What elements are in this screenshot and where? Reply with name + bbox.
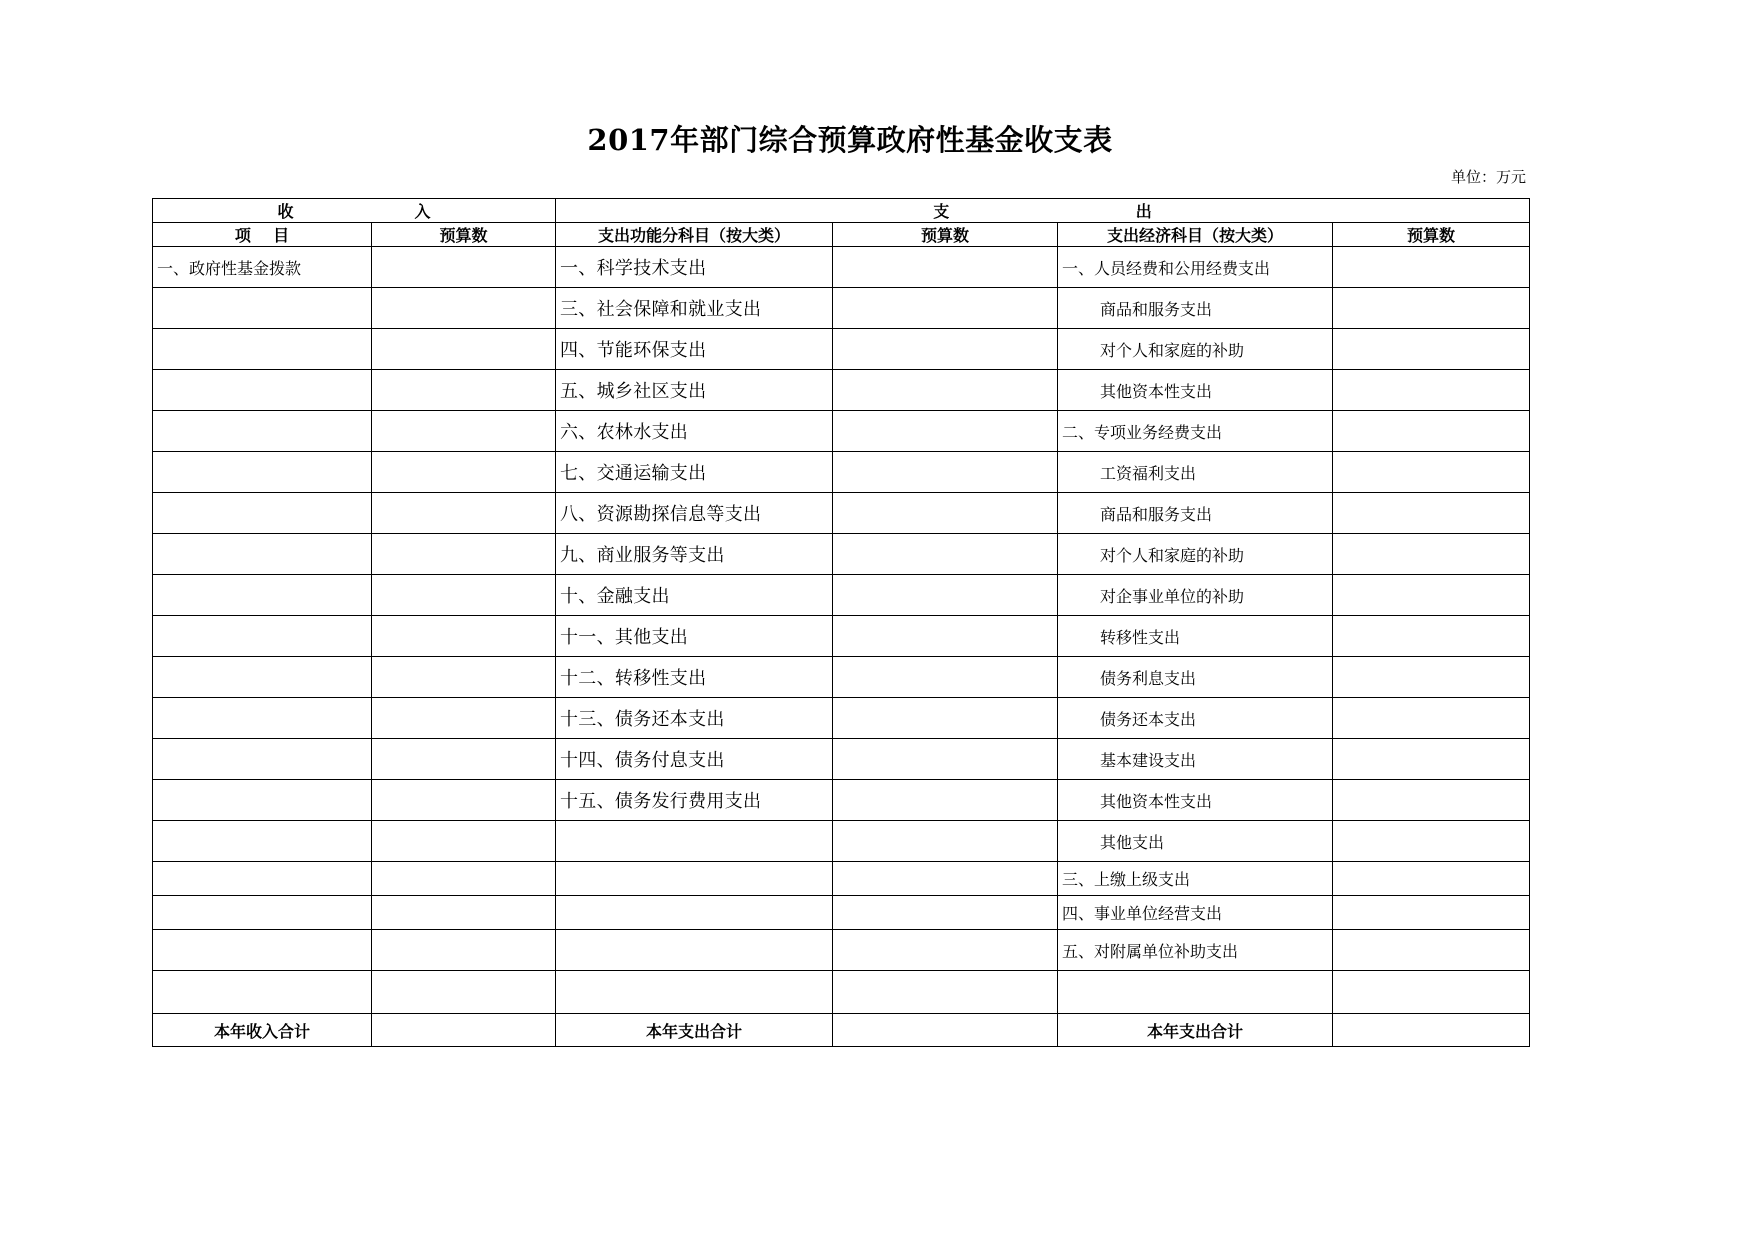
economic-budget-cell [1333, 247, 1530, 288]
totals-row [153, 1014, 1530, 1047]
economic-budget-cell [1333, 575, 1530, 616]
income-budget-cell [372, 452, 556, 493]
economic-total-label: 本年支出合计 [1058, 1014, 1333, 1047]
table-row [153, 452, 1530, 493]
economic-item-cell [1058, 971, 1333, 1014]
function-item-cell: 六、农林水支出 [556, 411, 833, 452]
economic-item-cell: 商品和服务支出 [1058, 288, 1333, 329]
income-item-cell [153, 971, 372, 1014]
economic-budget-cell [1333, 862, 1530, 896]
function-budget-cell [833, 534, 1058, 575]
column-header-income-item: 项 目 [153, 223, 372, 247]
economic-item-cell: 一、人员经费和公用经费支出 [1058, 247, 1333, 288]
function-item-cell [556, 821, 833, 862]
table-row [153, 329, 1530, 370]
economic-item-cell: 工资福利支出 [1058, 452, 1333, 493]
economic-budget-cell [1333, 370, 1530, 411]
economic-budget-cell [1333, 971, 1530, 1014]
function-item-cell: 十三、债务还本支出 [556, 698, 833, 739]
income-item-cell [153, 930, 372, 971]
budget-table [152, 198, 1530, 1047]
column-header-row [153, 223, 1530, 247]
income-section-char-2: 入 [414, 202, 431, 221]
function-item-cell: 五、城乡社区支出 [556, 370, 833, 411]
table-body [153, 247, 1530, 1014]
economic-item-cell: 其他支出 [1058, 821, 1333, 862]
table-row [153, 971, 1530, 1014]
economic-item-cell: 二、专项业务经费支出 [1058, 411, 1333, 452]
income-budget-cell [372, 575, 556, 616]
income-item-cell [153, 370, 372, 411]
income-budget-cell [372, 534, 556, 575]
income-budget-cell [372, 616, 556, 657]
income-total-label: 本年收入合计 [153, 1014, 372, 1047]
function-budget-cell [833, 780, 1058, 821]
function-item-cell: 一、科学技术支出 [556, 247, 833, 288]
economic-budget-cell [1333, 780, 1530, 821]
column-header-function-item: 支出功能分科目（按大类） [556, 223, 833, 247]
column-header-income-budget: 预算数 [372, 223, 556, 247]
economic-budget-cell [1333, 821, 1530, 862]
income-budget-cell [372, 329, 556, 370]
income-item-cell [153, 657, 372, 698]
column-header-economic-budget: 预算数 [1333, 223, 1530, 247]
income-budget-cell [372, 411, 556, 452]
economic-item-cell: 对企事业单位的补助 [1058, 575, 1333, 616]
function-item-cell [556, 971, 833, 1014]
income-item-cell [153, 493, 372, 534]
economic-item-cell: 对个人和家庭的补助 [1058, 534, 1333, 575]
economic-item-cell: 商品和服务支出 [1058, 493, 1333, 534]
economic-budget-cell [1333, 452, 1530, 493]
function-budget-cell [833, 411, 1058, 452]
table-row [153, 493, 1530, 534]
income-budget-cell [372, 493, 556, 534]
expense-section-header [556, 199, 1530, 223]
table-row [153, 575, 1530, 616]
function-budget-cell [833, 698, 1058, 739]
table-row [153, 370, 1530, 411]
income-budget-cell [372, 288, 556, 329]
income-section-header [153, 199, 556, 223]
income-budget-cell [372, 657, 556, 698]
function-budget-cell [833, 821, 1058, 862]
column-header-function-budget: 预算数 [833, 223, 1058, 247]
function-item-cell: 十四、债务付息支出 [556, 739, 833, 780]
economic-budget-cell [1333, 534, 1530, 575]
income-section-char-1: 收 [277, 202, 294, 221]
income-item-cell [153, 411, 372, 452]
income-item-cell [153, 288, 372, 329]
economic-item-cell: 其他资本性支出 [1058, 370, 1333, 411]
economic-budget-cell [1333, 288, 1530, 329]
function-item-cell: 十一、其他支出 [556, 616, 833, 657]
income-budget-cell [372, 247, 556, 288]
function-budget-cell [833, 329, 1058, 370]
function-item-cell: 八、资源勘探信息等支出 [556, 493, 833, 534]
economic-item-cell: 债务还本支出 [1058, 698, 1333, 739]
function-budget-cell [833, 452, 1058, 493]
income-budget-cell [372, 370, 556, 411]
table-row [153, 862, 1530, 896]
economic-item-cell: 四、事业单位经营支出 [1058, 896, 1333, 930]
table-row [153, 247, 1530, 288]
table-row [153, 780, 1530, 821]
function-budget-cell [833, 896, 1058, 930]
function-item-cell: 九、商业服务等支出 [556, 534, 833, 575]
income-budget-cell [372, 971, 556, 1014]
function-budget-cell [833, 370, 1058, 411]
income-item-cell [153, 329, 372, 370]
income-budget-cell [372, 930, 556, 971]
income-budget-cell [372, 862, 556, 896]
income-item-cell [153, 534, 372, 575]
function-item-cell [556, 896, 833, 930]
function-budget-cell [833, 247, 1058, 288]
table-row [153, 657, 1530, 698]
economic-budget-cell [1333, 930, 1530, 971]
table-row [153, 698, 1530, 739]
income-budget-cell [372, 821, 556, 862]
economic-item-cell: 三、上缴上级支出 [1058, 862, 1333, 896]
income-item-cell: 一、政府性基金拨款 [153, 247, 372, 288]
economic-budget-cell [1333, 698, 1530, 739]
expense-section-char-1: 支 [933, 202, 950, 221]
economic-budget-cell [1333, 329, 1530, 370]
economic-budget-cell [1333, 616, 1530, 657]
income-item-cell [153, 452, 372, 493]
income-item-cell [153, 698, 372, 739]
economic-item-cell: 其他资本性支出 [1058, 780, 1333, 821]
table-row [153, 896, 1530, 930]
function-budget-cell [833, 616, 1058, 657]
function-total-label: 本年支出合计 [556, 1014, 833, 1047]
income-budget-cell [372, 739, 556, 780]
function-item-cell: 七、交通运输支出 [556, 452, 833, 493]
table-row [153, 616, 1530, 657]
function-total-value [833, 1014, 1058, 1047]
table-row [153, 534, 1530, 575]
economic-budget-cell [1333, 896, 1530, 930]
income-item-cell [153, 780, 372, 821]
economic-budget-cell [1333, 411, 1530, 452]
economic-item-cell: 债务利息支出 [1058, 657, 1333, 698]
economic-item-cell: 基本建设支出 [1058, 739, 1333, 780]
income-budget-cell [372, 896, 556, 930]
section-header-row [153, 199, 1530, 223]
unit-label: 单位：万元 [1450, 168, 1526, 186]
table-row [153, 739, 1530, 780]
economic-budget-cell [1333, 657, 1530, 698]
function-budget-cell [833, 739, 1058, 780]
function-budget-cell [833, 862, 1058, 896]
economic-total-value [1333, 1014, 1530, 1047]
expense-section-char-2: 出 [1135, 202, 1152, 221]
economic-budget-cell [1333, 739, 1530, 780]
income-item-cell [153, 739, 372, 780]
income-total-value [372, 1014, 556, 1047]
column-header-economic-item: 支出经济科目（按大类） [1058, 223, 1333, 247]
economic-item-cell: 五、对附属单位补助支出 [1058, 930, 1333, 971]
function-item-cell: 三、社会保障和就业支出 [556, 288, 833, 329]
function-item-cell: 十、金融支出 [556, 575, 833, 616]
income-item-cell [153, 821, 372, 862]
income-item-cell [153, 575, 372, 616]
income-budget-cell [372, 780, 556, 821]
table-row [153, 288, 1530, 329]
economic-budget-cell [1333, 493, 1530, 534]
function-item-cell [556, 862, 833, 896]
table-row [153, 821, 1530, 862]
function-budget-cell [833, 971, 1058, 1014]
income-item-cell [153, 616, 372, 657]
function-budget-cell [833, 575, 1058, 616]
income-budget-cell [372, 698, 556, 739]
function-budget-cell [833, 493, 1058, 534]
function-item-cell [556, 930, 833, 971]
function-item-cell: 十五、债务发行费用支出 [556, 780, 833, 821]
income-item-cell [153, 862, 372, 896]
economic-item-cell: 转移性支出 [1058, 616, 1333, 657]
function-budget-cell [833, 930, 1058, 971]
page-title: 2017年部门综合预算政府性基金收支表 [587, 123, 1113, 157]
function-budget-cell [833, 288, 1058, 329]
function-item-cell: 十二、转移性支出 [556, 657, 833, 698]
table-row [153, 930, 1530, 971]
income-item-cell [153, 896, 372, 930]
economic-item-cell: 对个人和家庭的补助 [1058, 329, 1333, 370]
table-row [153, 411, 1530, 452]
function-item-cell: 四、节能环保支出 [556, 329, 833, 370]
function-budget-cell [833, 657, 1058, 698]
